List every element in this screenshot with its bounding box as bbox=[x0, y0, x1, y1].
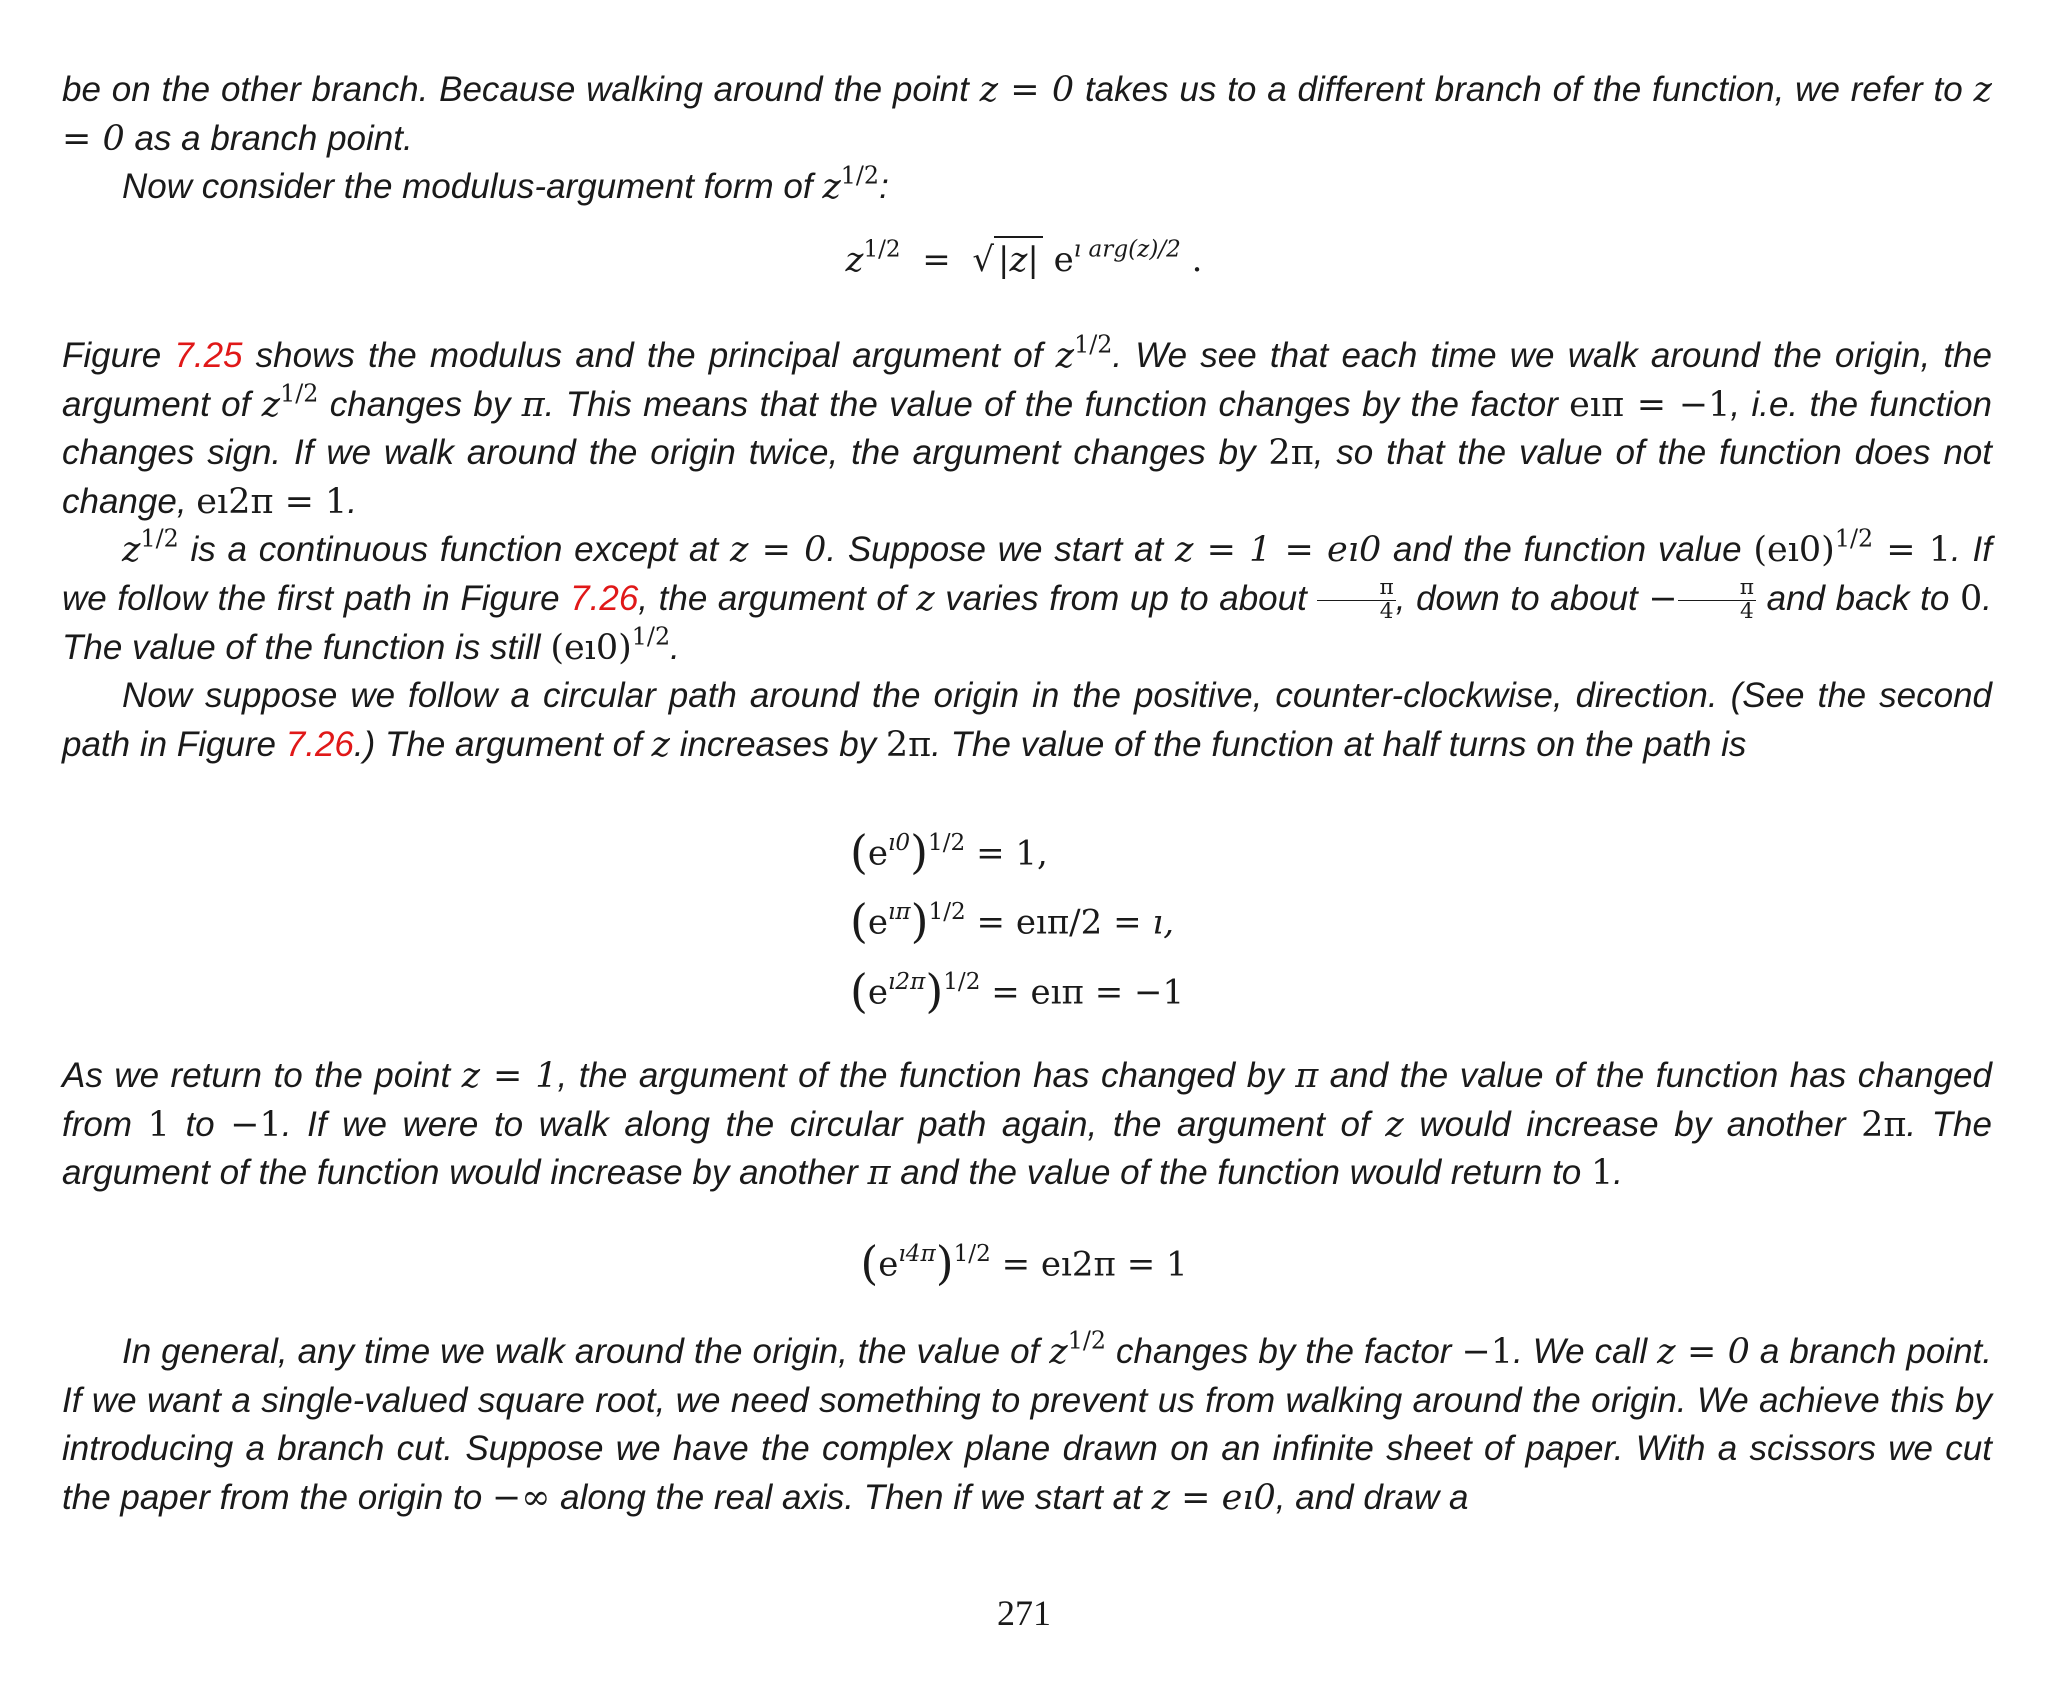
paragraph-return-point: As we return to the point z = 1, the argument of the function has changed by π and the value of the function has changed from 1 to −1. If we were to walk along the circular path again, the argument of z would increase by another 2π. The argument of the function would increase by another π and the value of the function would return to 1. bbox=[62, 1056, 1992, 1193]
equation-row-2: $(e^{ı\pi})^{1/2}$ = eıπ/2 = ı, bbox=[850, 894, 1175, 949]
equation-row-1: $(e^{ı0})^{1/2} = 1$, bbox=[850, 825, 1048, 879]
figure-7-26-link-2[interactable]: 7.26 bbox=[285, 724, 354, 764]
paragraph-branch-cut: In general, any time we walk around the origin, the value of $z^{1/2}$ changes by the factor −1. We call z = 0 a branch point. If we want a single-valued square root, we need something to prevent us from walking around the origin. We achieve this by introducing a branch cut. Suppose we have the complex plane drawn on an infinite sheet of paper. With a scissors we cut the paper from the origin to −∞ along the real axis. Then if we start at z = eı0, and draw a bbox=[62, 1326, 1992, 1518]
text-block-top bbox=[62, 66, 1992, 212]
figure-7-25-link[interactable]: 7.25 bbox=[174, 336, 243, 375]
text-block-return bbox=[62, 1052, 1992, 1198]
text-block-branch-cut bbox=[62, 1328, 1992, 1522]
paragraph-continuous-function: $z^{1/2}$ is a continuous function except at z = 0. Suppose we start at z = 1 = eı0 and the function value (eı0)$^{1/2}$ = 1. If we follow the first path in Figure 7.26, the argument of z varies from up to about $\frac{\pi}{4}$ , down to about − $\frac{\pi}{4}$ and back to 0. The value of the function is still (eı0)$^{1/2}$. bbox=[62, 524, 1992, 668]
paragraph-modulus-intro: Now consider the modulus-argument form of $z^{1/2}$: bbox=[122, 161, 889, 207]
equation-row-3: $(e^{ı2\pi})^{1/2}$ = eıπ = −1 bbox=[850, 963, 1185, 1018]
page-number: 271 bbox=[997, 1593, 1051, 1633]
equation-full-turn: $(e^{ı4\pi})^{1/2}$ = eı2π = 1 bbox=[860, 1236, 1188, 1290]
paragraph-branch-point: be on the other branch. Because walking around the point z = 0 takes us to a different branch of the function, we refer to z = 0 as a branch point. bbox=[62, 70, 1992, 159]
paragraph-circular-path: Now suppose we follow a circular path around the origin in the positive, counter-clockwise, direction. (See the second path in Figure 7.26.) The argument of z increases by 2π. The value of the function at half turns on the path is bbox=[62, 676, 1992, 765]
equation-modulus-argument: $z^{1/2}$ = √ |z| $e^{ı arg(z)/2}$ . bbox=[845, 236, 1203, 280]
equation-half-turns bbox=[850, 818, 1184, 1026]
paragraph-figure-725: Figure 7.25 shows the modulus and the principal argument of $z^{1/2}$. We see that each time we walk around the origin, the argument of $z^{1/2}$ changes by π. This means that the value of the function changes by the factor eıπ = −1, i.e. the function changes sign. If we walk around the origin twice, the argument changes by 2π, so that the value of the function does not change, eı2π = 1. bbox=[62, 330, 1992, 522]
figure-7-26-link[interactable]: 7.26 bbox=[570, 578, 639, 618]
text-block-middle bbox=[62, 332, 1992, 769]
